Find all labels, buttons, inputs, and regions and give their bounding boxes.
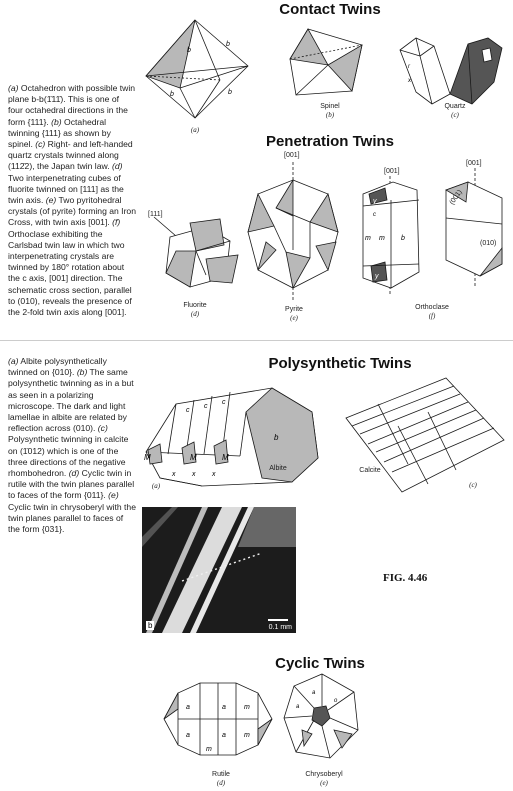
pyrite-label: Pyrite (285, 306, 303, 313)
fluorite-axis-label: [111] (148, 211, 163, 218)
caption2-d-text: Cyclic twin in rutile with the twin planes parallel to faces of the form {011}. (8, 468, 135, 501)
chrysoberyl-label: Chrysoberyl (305, 771, 343, 778)
svg-text:b: b (226, 41, 230, 48)
orthoclase-letter: (f) (428, 312, 436, 320)
svg-text:x: x (192, 471, 196, 478)
orthoclase-section-figure (440, 168, 506, 288)
pyrite-axis-label: [001] (284, 152, 300, 159)
top-caption (8, 83, 136, 318)
caption-a-letter: (a) (8, 83, 19, 93)
svg-text:o: o (334, 698, 338, 704)
svg-text:b: b (170, 91, 174, 98)
plane-001-label: (001) (448, 188, 464, 207)
fluorite-letter: (d) (190, 310, 200, 318)
orthoclase-label: Orthoclase (415, 304, 449, 311)
polysynthetic-twins-title: Polysynthetic Twins (268, 355, 412, 372)
caption2-a-text: Albite polysynthetically twinned on {010}. (8, 356, 107, 378)
caption-f-letter: (f) (112, 217, 121, 228)
svg-text:a: a (186, 732, 190, 739)
quartz-label: Quartz (444, 103, 466, 110)
bottom-caption (8, 356, 136, 535)
octahedron-letter: (a) (190, 126, 200, 134)
spinel-figure (288, 25, 368, 105)
svg-text:a: a (222, 732, 226, 739)
caption2-a-letter: (a) (8, 356, 19, 366)
svg-text:a: a (186, 704, 190, 711)
caption-e-letter: (e) (45, 195, 57, 206)
photo-scale-label: 0.1 mm (268, 624, 292, 631)
svg-text:r: r (408, 64, 410, 70)
orthoclase-figure (355, 176, 425, 296)
caption-b-text: Octahedral twinning {111} as shown by spinel. (8, 116, 111, 150)
svg-text:x: x (172, 471, 176, 478)
section-divider (0, 340, 513, 341)
caption-f-text: Orthoclase exhibiting the Carlsbad twin law in which two interpenetrating crystals are twinned by 180° rotation about the c axis, [001] direction. The schematic cross section, parallel to (010), reveals the presence of the 2-fold twin axis along [001]. (8, 228, 132, 318)
caption2-c-text: Polysynthetic twinning in calcite on (1̄012) which is one of the three directions of the negative rhombohedron. (8, 434, 129, 479)
svg-text:b: b (187, 47, 191, 54)
svg-text:a: a (296, 704, 300, 710)
calcite-label: Calcite (359, 467, 381, 474)
svg-text:c: c (222, 399, 226, 406)
plane-010-label: (010) (480, 240, 497, 247)
svg-text:y: y (373, 198, 377, 205)
pyrite-figure (246, 162, 341, 302)
caption-c-letter: (c) (35, 139, 46, 150)
orthoclase-axis-label: [001] (384, 168, 400, 175)
cyclic-twins-title: Cyclic Twins (275, 655, 365, 672)
contact-twins-title: Contact Twins (279, 1, 381, 18)
svg-text:c: c (373, 212, 376, 218)
svg-text:m: m (206, 746, 212, 753)
svg-text:c: c (186, 407, 190, 414)
caption2-e-text: Cyclic twin in chrysoberyl with the twin planes parallel to faces of the form {031}. (8, 501, 136, 535)
figure-number: FIG. 4.46 (383, 572, 428, 584)
spinel-letter: (b) (325, 111, 335, 119)
rutile-label: Rutile (212, 771, 230, 778)
svg-text:M: M (144, 453, 151, 462)
caption2-b-letter: (b) (76, 367, 88, 378)
caption-e-text: Two pyritohedral crystals (of pyrite) forming an Iron Cross, with twin axis [001]. (8, 195, 136, 228)
caption2-b-text: The same polysynthetic twinning as in a but as seen in a polarizing microscope. The dark and light lamellae in albite are related by reflection across (010). (8, 367, 134, 434)
svg-text:b: b (401, 235, 405, 242)
section-axis-label: [001] (466, 160, 482, 167)
caption-c-text: Right- and left-handed quartz crystals twinned along (112̄2), the Japan twin law. (8, 139, 133, 172)
quartz-letter: (c) (451, 111, 459, 119)
caption-d-letter: (d) (111, 161, 123, 172)
svg-text:a: a (222, 704, 226, 711)
pyrite-letter: (e) (290, 314, 298, 322)
svg-text:b: b (228, 89, 232, 96)
photomicrograph (142, 507, 296, 633)
rutile-figure (160, 679, 275, 759)
svg-text:M: M (222, 453, 229, 462)
lamellae-pattern (142, 507, 296, 633)
svg-text:a: a (312, 690, 316, 696)
svg-text:y: y (375, 273, 379, 280)
chrysoberyl-letter: (e) (320, 779, 328, 787)
caption2-e-letter: (e) (108, 490, 119, 501)
svg-text:x: x (408, 78, 411, 84)
quartz-figure (398, 36, 504, 106)
photo-letter: b (148, 621, 153, 630)
calcite-letter: (c) (469, 481, 477, 489)
svg-text:M: M (190, 453, 197, 462)
caption-a-text: Octahedron with possible twin plane b-b(1̄11̄). This is one of four octahedral directions in the form {111}. (8, 83, 136, 127)
photo-scalebar (268, 619, 288, 621)
svg-text:x: x (212, 471, 216, 478)
caption-d-text: Two interpenetrating cubes of fluorite twinned on [111] as the twin axis. (8, 172, 124, 206)
albite-figure (142, 382, 322, 492)
fluorite-figure (150, 215, 245, 295)
albite-letter: (a) (151, 482, 161, 490)
penetration-twins-title: Penetration Twins (265, 133, 395, 150)
chrysoberyl-figure (282, 672, 362, 762)
octahedron-figure (140, 18, 250, 128)
rutile-letter: (d) (216, 779, 226, 787)
svg-text:m: m (379, 235, 385, 242)
svg-text:b: b (274, 433, 279, 442)
svg-text:m: m (365, 235, 371, 242)
svg-text:c: c (204, 403, 208, 410)
albite-label: Albite (269, 465, 287, 472)
caption2-c-letter: (c) (97, 423, 108, 434)
caption2-d-letter: (d) (68, 468, 80, 479)
calcite-figure (338, 374, 508, 496)
svg-text:m: m (244, 732, 250, 739)
caption-b-letter: (b) (51, 116, 62, 127)
svg-text:m: m (244, 704, 250, 711)
spinel-label: Spinel (320, 103, 340, 110)
fluorite-label: Fluorite (183, 302, 207, 309)
